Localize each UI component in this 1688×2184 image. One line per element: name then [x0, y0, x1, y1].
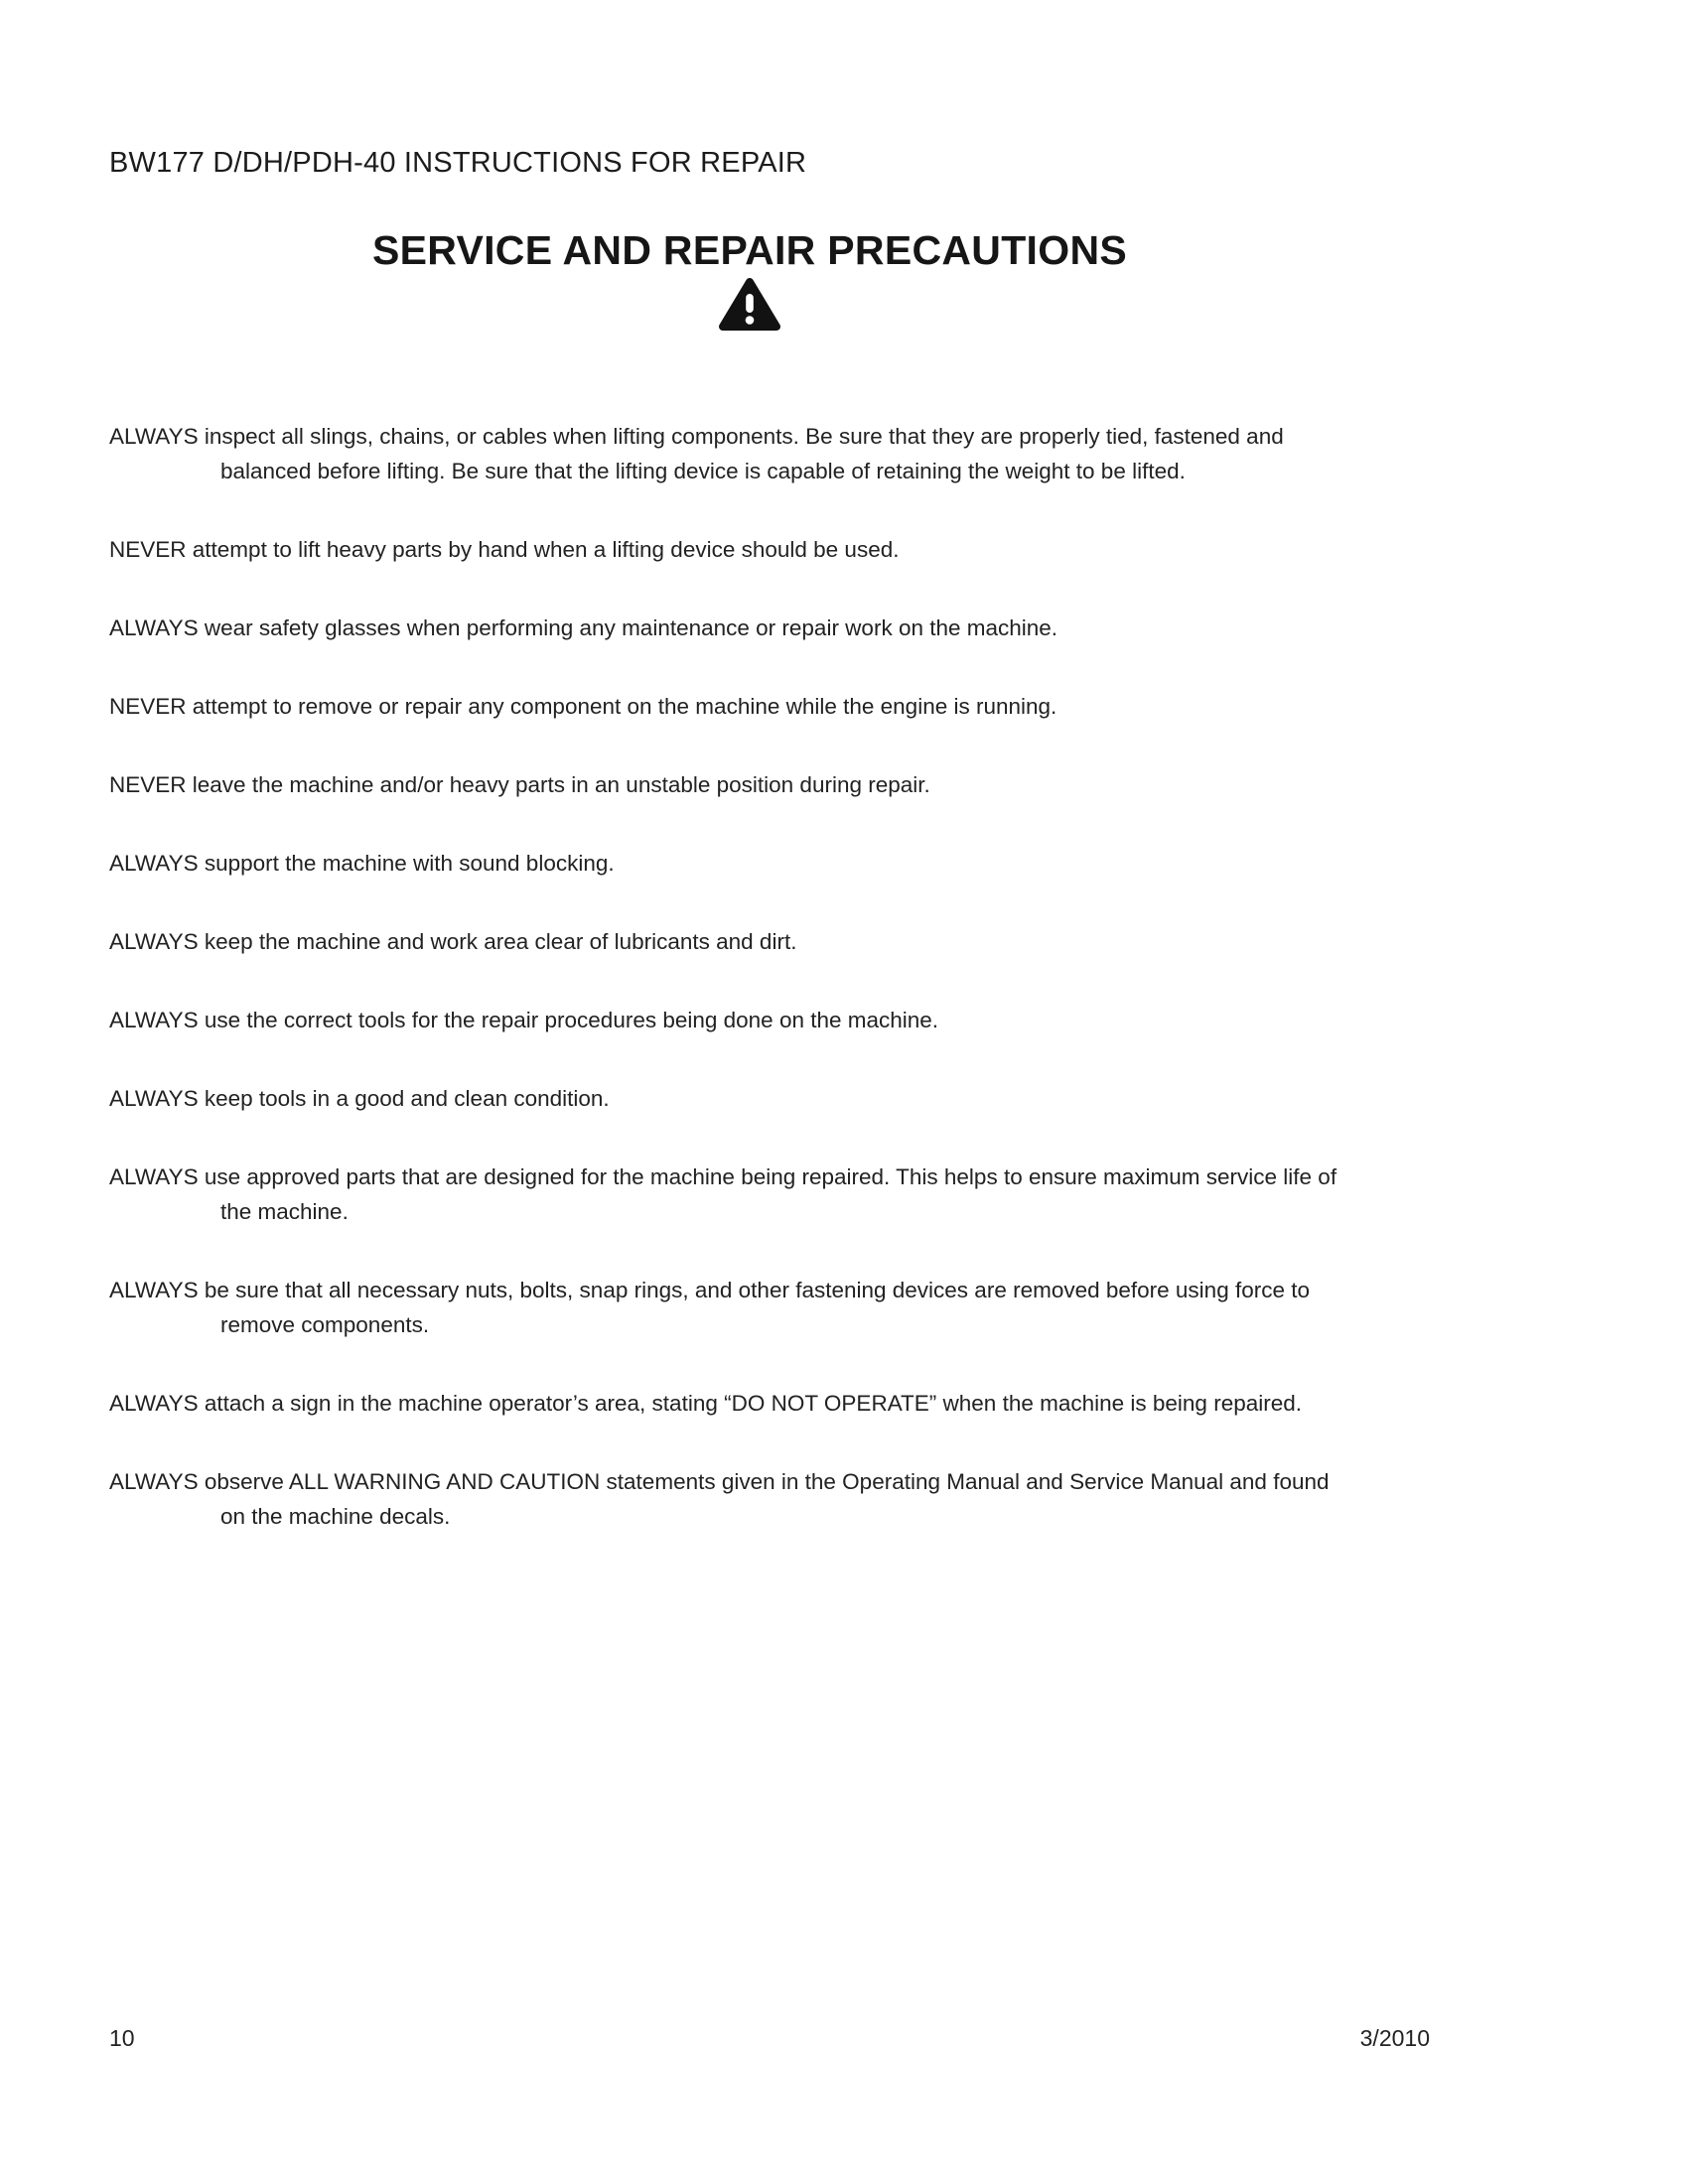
precaution-item [109, 1386, 1355, 1421]
precaution-keyword: ALWAYS [109, 1086, 199, 1111]
precaution-keyword: ALWAYS [109, 929, 199, 954]
precaution-keyword: ALWAYS [109, 1008, 199, 1032]
precautions-list [109, 419, 1355, 1534]
precaution-keyword: NEVER [109, 772, 187, 797]
precaution-text: observe ALL WARNING AND CAUTION statements given in the Operating Manual and Service Manual and found on the machine decals. [198, 1469, 1330, 1529]
precaution-item [109, 1273, 1355, 1342]
precaution-keyword: ALWAYS [109, 1391, 199, 1416]
precaution-text: wear safety glasses when performing any maintenance or repair work on the machine. [198, 615, 1058, 640]
precaution-item [109, 846, 1355, 881]
precaution-keyword: NEVER [109, 537, 187, 562]
precaution-text: be sure that all necessary nuts, bolts, snap rings, and other fastening devices are removed before using force to remove components. [198, 1278, 1310, 1337]
precaution-keyword: ALWAYS [109, 1164, 199, 1189]
precaution-item [109, 689, 1355, 724]
precaution-text: use the correct tools for the repair procedures being done on the machine. [198, 1008, 939, 1032]
document-header: BW177 D/DH/PDH-40 INSTRUCTIONS FOR REPAIR [109, 147, 807, 179]
footer-date: 3/2010 [1359, 2025, 1430, 2051]
precaution-text: attempt to lift heavy parts by hand when a lifting device should be used. [186, 537, 900, 562]
precaution-text: support the machine with sound blocking. [198, 851, 615, 876]
precaution-keyword: ALWAYS [109, 1278, 199, 1302]
precaution-item [109, 1003, 1355, 1037]
precaution-text: keep the machine and work area clear of lubricants and dirt. [198, 929, 797, 954]
title-block [109, 227, 1390, 334]
precaution-keyword: ALWAYS [109, 424, 199, 449]
precaution-item [109, 1081, 1355, 1116]
precaution-text: attach a sign in the machine operator’s area, stating “DO NOT OPERATE” when the machine is being repaired. [198, 1391, 1302, 1416]
document-footer [109, 2025, 1430, 2052]
precaution-item [109, 1464, 1355, 1534]
precaution-item [109, 1160, 1355, 1229]
precaution-keyword: NEVER [109, 694, 187, 719]
precaution-item [109, 611, 1355, 645]
page-number: 10 [109, 2025, 135, 2051]
warning-triangle-icon [109, 276, 1390, 334]
precaution-text: leave the machine and/or heavy parts in an unstable position during repair. [186, 772, 930, 797]
precaution-text: use approved parts that are designed for the machine being repaired. This helps to ensure maximum service life of the machine. [198, 1164, 1337, 1224]
precaution-item [109, 767, 1355, 802]
precaution-item [109, 419, 1355, 488]
precaution-text: keep tools in a good and clean condition. [198, 1086, 610, 1111]
precaution-text: inspect all slings, chains, or cables when lifting components. Be sure that they are properly tied, fastened and balanced before lifting. Be sure that the lifting device is capable of retaining the weight to be lifted. [198, 424, 1284, 483]
precaution-item [109, 532, 1355, 567]
precaution-item [109, 924, 1355, 959]
page-title: SERVICE AND REPAIR PRECAUTIONS [371, 227, 1127, 273]
precaution-keyword: ALWAYS [109, 851, 199, 876]
precaution-text: attempt to remove or repair any component on the machine while the engine is running. [186, 694, 1057, 719]
precaution-keyword: ALWAYS [109, 1469, 199, 1494]
precaution-keyword: ALWAYS [109, 615, 199, 640]
